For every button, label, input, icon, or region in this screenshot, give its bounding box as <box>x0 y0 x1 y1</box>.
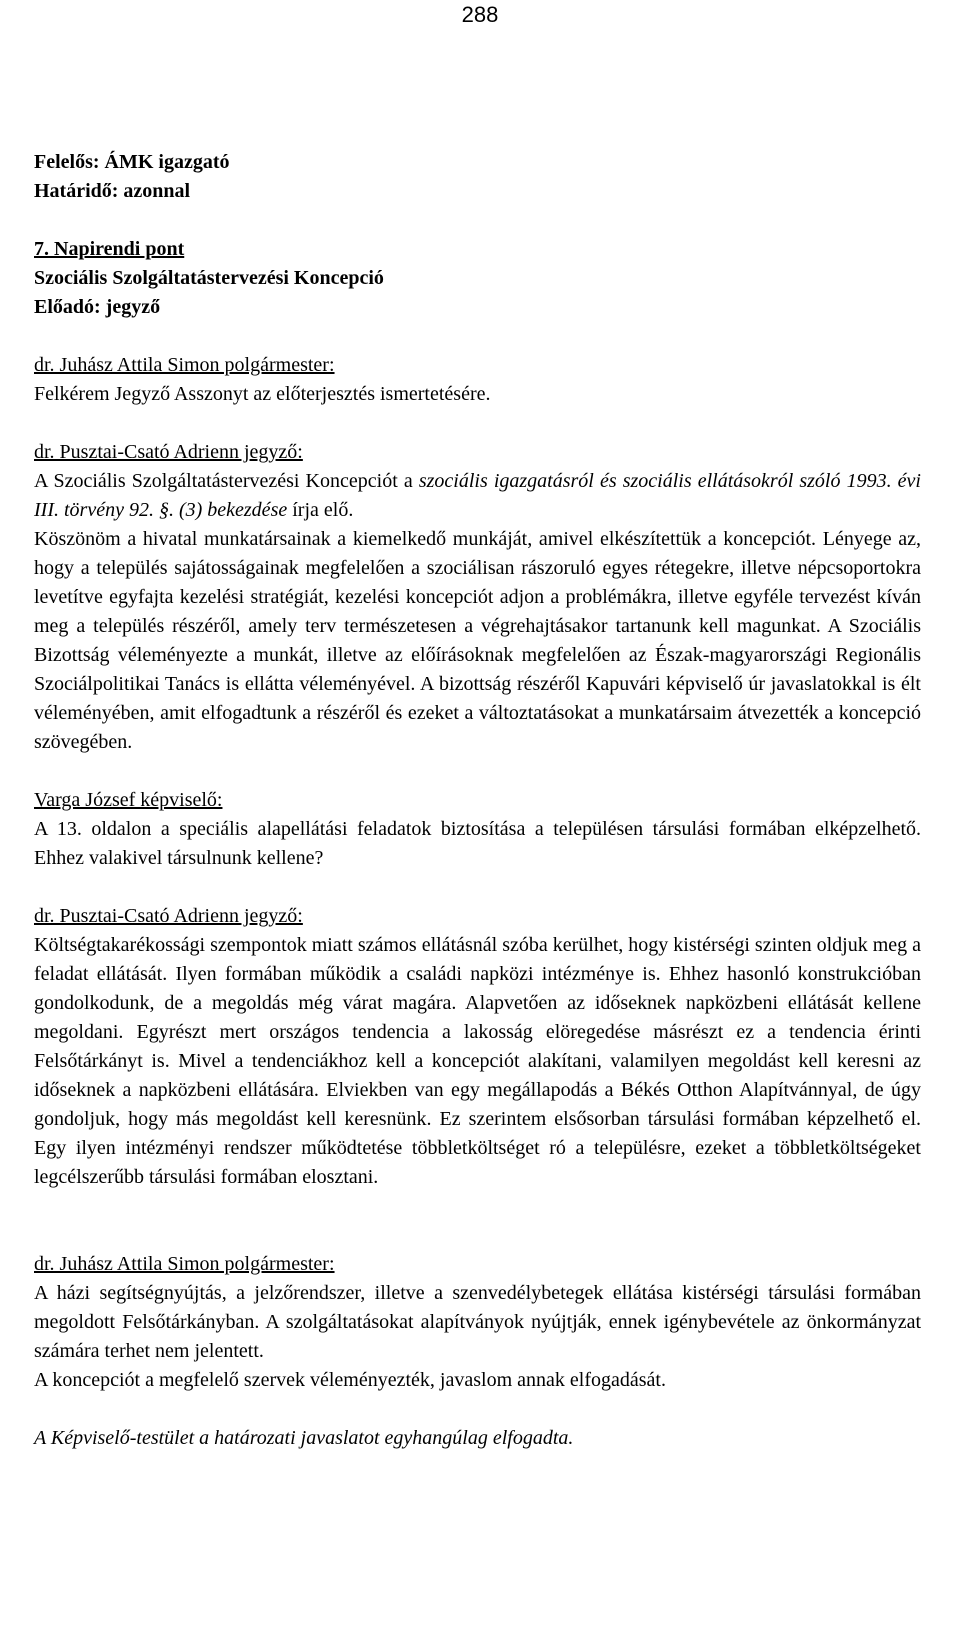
responsibility-block <box>34 148 921 206</box>
speech-mayor-1 <box>34 351 921 409</box>
speech-text: Felkérem Jegyző Asszonyt az előterjesztés ismertetésére. <box>34 383 491 405</box>
speech-text: A házi segítségnyújtás, a jelzőrendszer, illetve a szenvedélybetegek ellátása kistérségi társulási formában megoldott Felsőtárkányban. A szolgáltatásokat alapítványok nyújtják, ennek igénybevétele az önkormányzat számára terhet nem jelentett. <box>34 1282 921 1362</box>
speaker-name: dr. Juhász Attila Simon polgármester: <box>34 1253 335 1275</box>
speech-text: A 13. oldalon a speciális alapellátási feladatok biztosítása a településen társulási formában elképzelhető. Ehhez valakivel társulnunk kellene? <box>34 818 921 869</box>
agenda-title: Szociális Szolgáltatástervezési Koncepció <box>34 267 384 289</box>
intro-text-b: írja elő. <box>287 499 354 521</box>
deadline-line: Határidő: azonnal <box>34 180 191 202</box>
agenda-presenter: Előadó: jegyző <box>34 296 161 318</box>
speech-notary-2 <box>34 902 921 1192</box>
law-reference: szociális igazgatásról és szociális ellátásokról szóló 1993. évi III. törvény 92. §. (3) bekezdése <box>34 470 921 521</box>
intro-text-a: A Szociális Szolgáltatástervezési Koncepciót a <box>34 470 419 492</box>
speaker-name: Varga József képviselő: <box>34 789 223 811</box>
speaker-name: dr. Pusztai-Csató Adrienn jegyző: <box>34 905 303 927</box>
speaker-name: dr. Juhász Attila Simon polgármester: <box>34 354 335 376</box>
page-number: 288 <box>461 2 499 27</box>
speech-text-proposal: A koncepciót a megfelelő szervek véleményezték, javaslom annak elfogadását. <box>34 1369 666 1391</box>
speech-text: Köszönöm a hivatal munkatársainak a kiemelkedő munkáját, amivel elkészítettük a koncepciót. Lényege az, hogy a település sajátosságainak megfelelően a szociálisan rászoruló egyes rétegekre, illetve népcsoportokra levetítve egyfajta kezelési stratégiát, kezelési koncepciót adjon a problémákra, illetve egyféle tervezést kíván meg a település részéről, amely terv természetesen a végrehajtásakor tartanunk kell magunkat. A Szociális Bizottság véleményezte a munkát, illetve az előírásoknak megfelelően az Észak-magyarországi Regionális Szociálpolitikai Tanács is ellátta véleményével. A bizottság részéről Kapuvári képviselő úr javaslatokkal is élt véleményében, amit elfogadtunk a részéről és ezeket a változtatásokat a munkatársaim átvezették a koncepció szövegében. <box>34 528 921 753</box>
speech-mayor-2 <box>34 1250 921 1395</box>
agenda-block <box>34 235 921 322</box>
speech-notary-1 <box>34 438 921 757</box>
document-body <box>34 148 921 1453</box>
speech-intro <box>34 467 921 525</box>
speaker-name: dr. Pusztai-Csató Adrienn jegyző: <box>34 441 303 463</box>
agenda-item-heading: 7. Napirendi pont <box>34 238 185 260</box>
responsible-line: Felelős: ÁMK igazgató <box>34 151 230 173</box>
speech-representative <box>34 786 921 873</box>
closing-resolution: A Képviselő-testület a határozati javaslatot egyhangúlag elfogadta. <box>34 1427 574 1449</box>
speech-text: Költségtakarékossági szempontok miatt számos ellátásnál szóba kerülhet, hogy kistérségi szinten oldjuk meg a feladat ellátását. Ilyen formában működik a családi napközi intézménye is. Ehhez hasonló konstrukcióban gondolkodunk, de a megoldás még várat magára. Alapvetően az időseknek napközbeni ellátását kellene megoldani. Egyrészt mert országos tendencia a lakosság elöregedése másrészt ez a tendencia érinti Felsőtárkányt is. Mivel a tendenciákhoz kell a koncepciót alakítani, valamilyen megoldást kell keresni az időseknek a napközbeni ellátására. Elviekben van egy megállapodás a Békés Otthon Alapítvánnyal, de úgy gondoljuk, hogy más megoldást kell keresnünk. Ez szerintem elsősorban társulási formában képzelhető el. Egy ilyen intézményi rendszer működtetése többletköltséget ró a településre, ezeket a többletköltségeket legcélszerűbb társulási formában elosztani. <box>34 934 922 1188</box>
